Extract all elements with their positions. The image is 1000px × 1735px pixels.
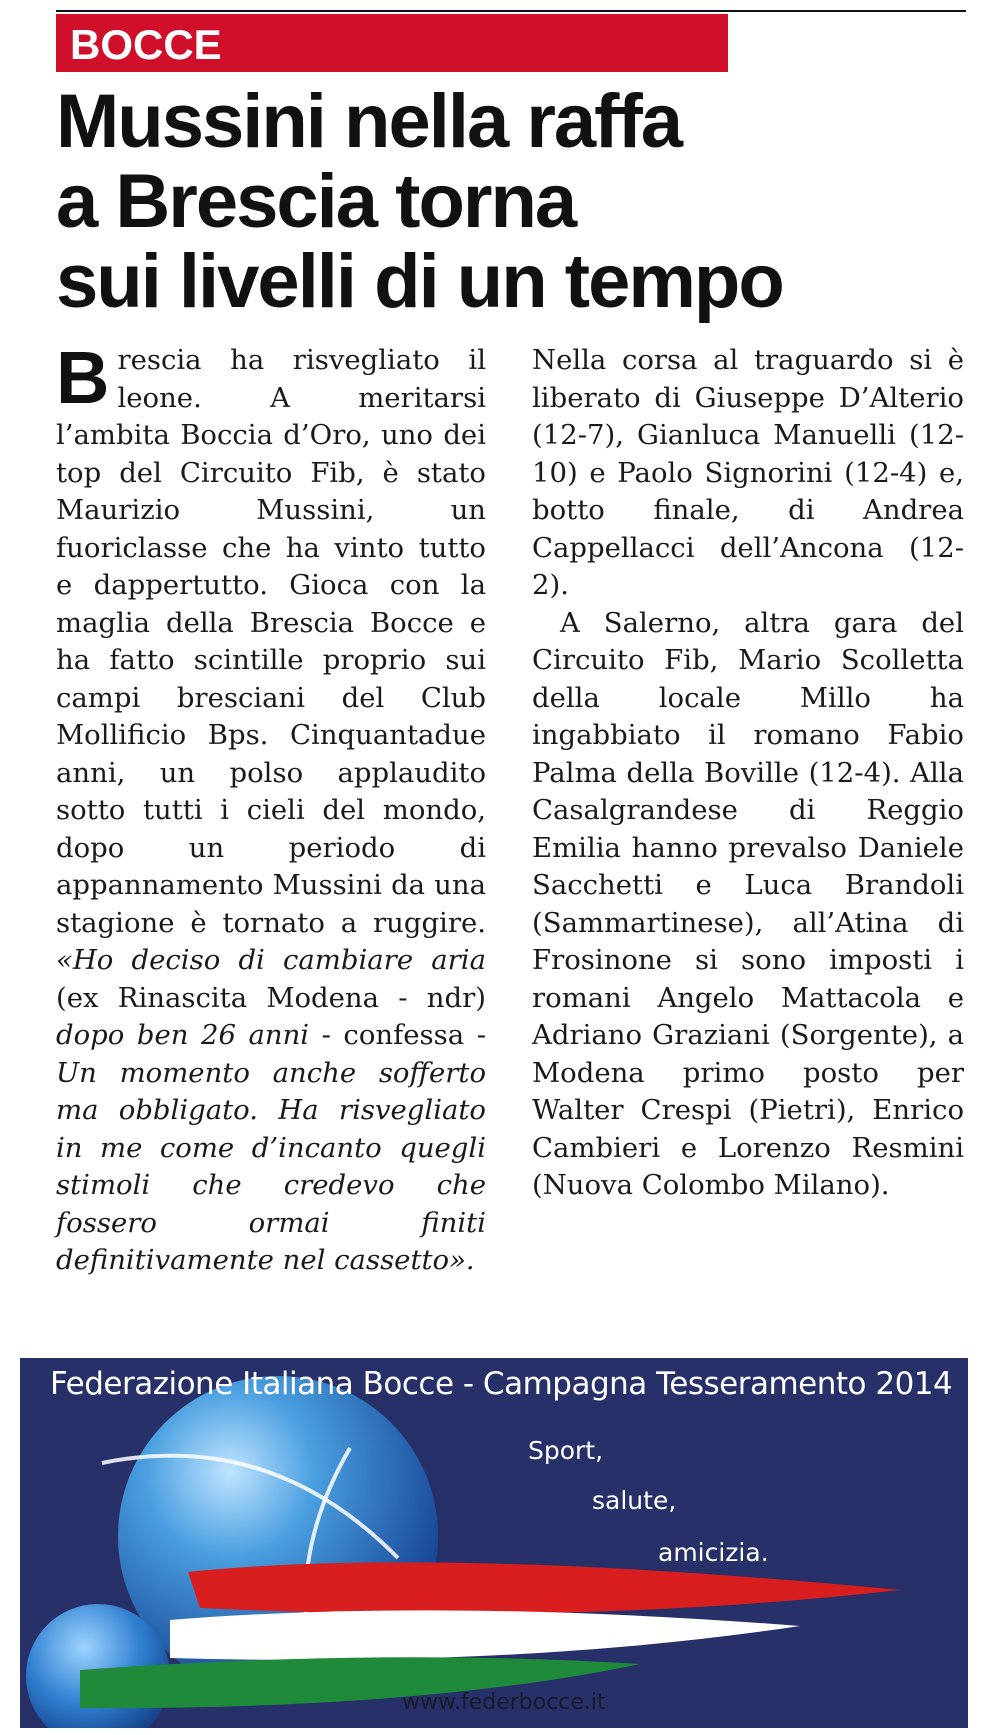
section-label: BOCCE (70, 21, 222, 68)
article-column-left (56, 336, 486, 1280)
flag-white-stripe (170, 1610, 800, 1660)
headline-line-1: Mussini nella raffa (56, 79, 682, 164)
quote-part-2: dopo ben 26 anni (56, 1019, 310, 1051)
article-paragraph-2: A Salerno, altra gara del Circuito Fib, Mario Scolletta della locale Millo ha ingabbiato il romano Fabio Palma della Boville (12-4). Alla Casalgrandese di Reggio Emilia hanno prevalso Daniele Sacchetti e Luca Brandoli (Sammartinese), all’Atina di Frosinone si sono imposti i romani Angelo Mattacola e Adriano Graziani (Sorgente), a Modena primo posto per Walter Crespi (Pietri), Enrico Cambieri e Lorenzo Resmini (Nuova Colombo Milano). (532, 606, 964, 1201)
flag-red-stripe (188, 1562, 900, 1614)
article-column-right (532, 342, 964, 1205)
drop-cap: B (56, 336, 110, 419)
ad-title: Federazione Italiana Bocce - Campagna Tesseramento 2014 (50, 1366, 953, 1402)
article-paragraph-1-end (532, 342, 964, 605)
ad-website-link[interactable]: www.federbocce.it (402, 1690, 606, 1715)
article-text: (ex Rinascita Modena - ndr) (56, 981, 486, 1014)
quote-part-3: Un momento anche sofferto ma obbligato. Ha risvegliato in me come d’incanto quegli stimoli che credevo che fossero ormai finiti definitivamente nel cassetto». (56, 1056, 486, 1276)
headline (56, 79, 986, 324)
federation-advertisement (20, 1358, 968, 1728)
headline-line-2: a Brescia torna (56, 159, 576, 244)
article-text: - confessa - (309, 1019, 486, 1051)
headline-line-3: sui livelli di un tempo (56, 239, 783, 324)
top-rule (56, 10, 966, 12)
slogan-amicizia: amicizia. (658, 1538, 769, 1567)
article-text: rescia ha risvegliato il leone. A meritarsi l’ambita Boccia d’Oro, uno dei top del Circuito Fib, è stato Maurizio Mussini, un fuoriclasse che ha vinto tutto e dappertutto. Gioca con la maglia della Brescia Bocce e ha fatto scintille proprio sui campi bresciani del Club Mollificio Bps. Cinquantadue anni, un polso applaudito sotto tutti i cieli del mondo, dopo un periodo di appannamento Mussini da una stagione è tornato a ruggire. (56, 344, 486, 939)
slogan-salute: salute, (592, 1486, 677, 1515)
slogan-sport: Sport, (528, 1436, 604, 1465)
article-paragraph-1 (56, 336, 486, 1280)
article-text: Nella corsa al traguardo si è liberato di Giuseppe D’Alterio (12-7), Gianluca Manuelli (12-10) e Paolo Signorini (12-4) e, botto finale, di Andrea Cappellacci dell’Ancona (12-2). (532, 344, 964, 601)
ad-artwork (20, 1358, 968, 1728)
quote-part-1: «Ho deciso di cambiare aria (56, 944, 486, 976)
